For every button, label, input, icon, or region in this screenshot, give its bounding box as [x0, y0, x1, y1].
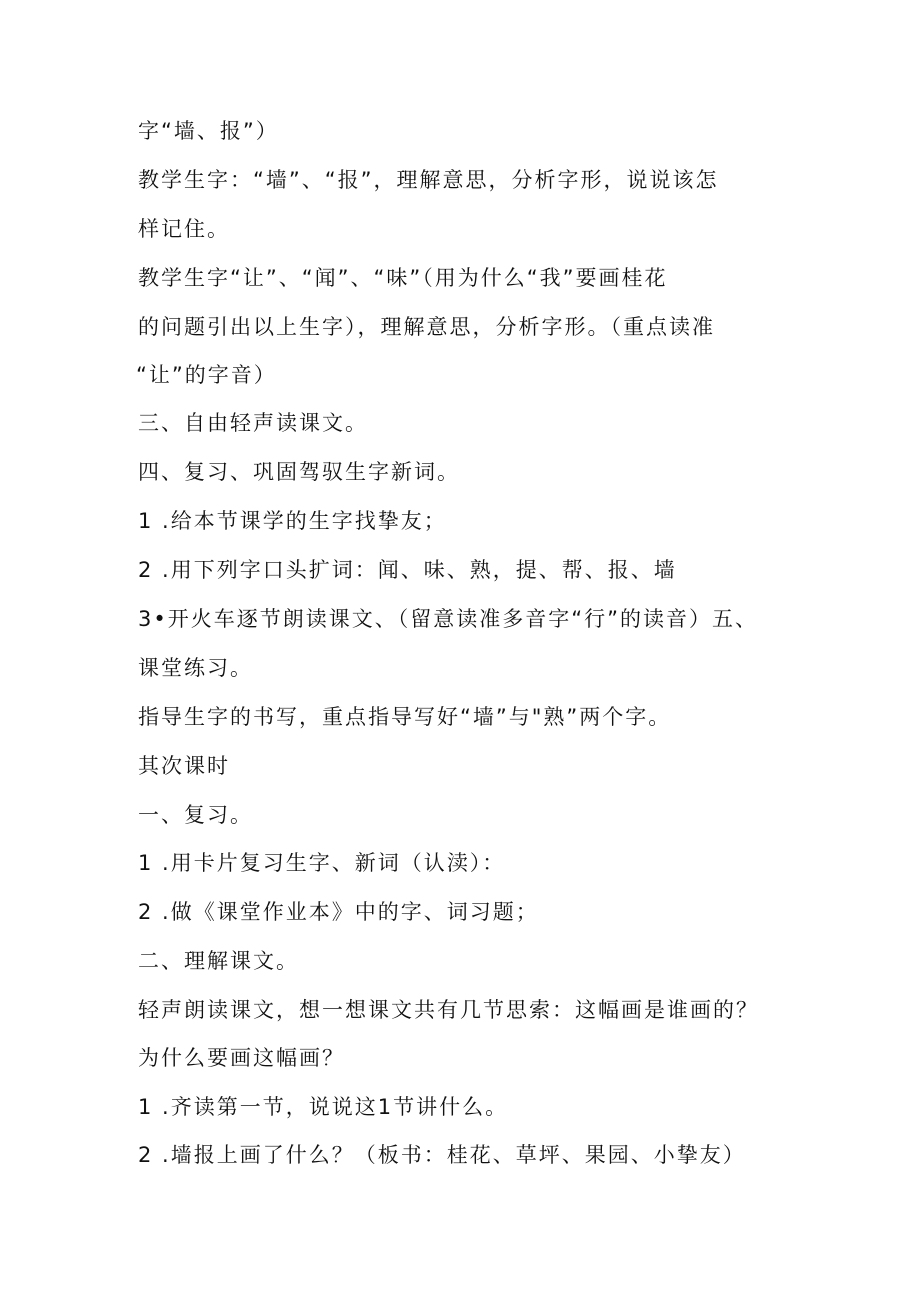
text-line: 1 .用卡片复习生字、新词（认渎）：: [138, 851, 506, 875]
text-line: 教学生字：“墙”、“报”，理解意思，分析字形，说说该怎: [138, 168, 719, 192]
text-line: 2 .墙报上画了什么？（板书：桂花、草坪、果园、小挚友）: [138, 1143, 746, 1167]
section-heading: 其次课时: [138, 754, 230, 778]
text-line: 二、理解课文。: [138, 949, 299, 973]
text-line: 2 .用下列字口头扩词：闻、味、熟，提、帮、报、墙: [138, 558, 677, 582]
text-line: 教学生字“让”、“闻”、“味”（用为什么“我”要画桂花: [138, 266, 668, 290]
text-line: 3•开火车逐节朗读课文、（留意读准多音字“行”的读音）五、: [138, 607, 759, 631]
text-line: 四、复习、巩固驾驭生字新词。: [138, 460, 460, 484]
text-line: 三、自由轻声读课文。: [138, 411, 368, 435]
text-line: 2 .做《课堂作业本》中的字、词习题；: [138, 900, 539, 924]
text-line: “让”的字音）: [136, 363, 277, 387]
text-line: 1 .齐读第一节，说说这1节讲什么。: [138, 1095, 509, 1119]
text-line: 课堂练习。: [138, 656, 253, 680]
text-line: 字“墙、报”）: [138, 119, 279, 143]
text-line: 为什么要画这幅画？: [138, 1046, 345, 1070]
text-line: 指导生字的书写，重点指导写好“墙”与"熟”两个字。: [138, 705, 672, 729]
text-line: 的问题引出以上生字），理解意思，分析字形。（重点读准: [138, 315, 715, 339]
text-line: 一、复习。: [138, 803, 253, 827]
text-line: 样记住。: [138, 217, 230, 241]
text-line: 轻声朗读课文，想一想课文共有几节思索：这幅画是谁画的？: [138, 998, 759, 1022]
text-line: 1 .给本节课学的生字找挚友；: [138, 509, 447, 533]
